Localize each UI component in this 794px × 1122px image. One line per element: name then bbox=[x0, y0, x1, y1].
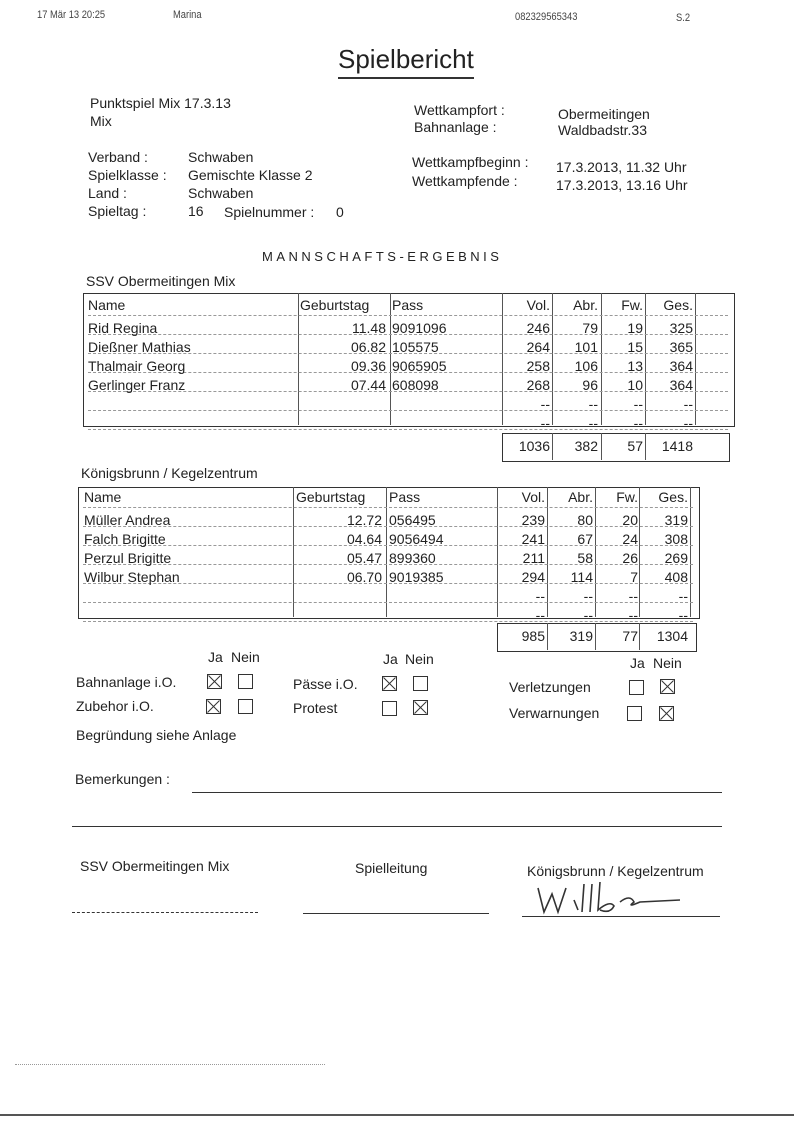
player-vol: -- bbox=[535, 588, 545, 604]
column-divider bbox=[595, 623, 596, 650]
zubehor-nein-checkbox[interactable] bbox=[238, 699, 253, 714]
player-abr: -- bbox=[588, 415, 598, 431]
player-pass: 9019385 bbox=[389, 569, 444, 585]
player-fw: -- bbox=[633, 396, 643, 412]
spielnummer: 0 bbox=[336, 204, 344, 220]
land: Schwaben bbox=[188, 185, 254, 201]
column-header-ges: Ges. bbox=[663, 297, 693, 313]
nein-header: Nein bbox=[231, 649, 260, 665]
signature-referee-line bbox=[303, 913, 489, 914]
ja-header: Ja bbox=[630, 655, 645, 671]
player-geburtstag: 11.48 bbox=[352, 320, 386, 336]
total-abr: 382 bbox=[574, 438, 598, 454]
player-fw: 13 bbox=[627, 358, 643, 374]
spielklasse: Gemischte Klasse 2 bbox=[188, 167, 313, 183]
player-ges: 364 bbox=[669, 377, 693, 393]
player-vol: -- bbox=[535, 607, 545, 623]
total-fw: 77 bbox=[622, 628, 638, 644]
column-divider bbox=[298, 293, 299, 425]
bahnanlage-ja-checkbox[interactable] bbox=[207, 674, 222, 689]
ende: 17.3.2013, 13.16 Uhr bbox=[556, 177, 688, 193]
column-divider bbox=[502, 293, 503, 425]
player-fw: 26 bbox=[622, 550, 638, 566]
player-name: Dießner Mathias bbox=[88, 339, 191, 355]
player-abr: -- bbox=[588, 396, 598, 412]
begruendung: Begründung siehe Anlage bbox=[76, 727, 237, 743]
column-divider bbox=[639, 623, 640, 650]
verwarnungen-ja-checkbox[interactable] bbox=[627, 706, 642, 721]
total-ges: 1418 bbox=[661, 438, 693, 454]
player-pass: 9056494 bbox=[389, 531, 444, 547]
spielnummer-label: Spielnummer : bbox=[224, 204, 315, 220]
player-name: Falch Brigitte bbox=[84, 531, 166, 547]
page-title: Spielbericht bbox=[338, 44, 474, 79]
column-divider bbox=[601, 433, 602, 460]
column-divider bbox=[645, 433, 646, 460]
spielklasse-label: Spielklasse : bbox=[88, 167, 167, 183]
player-geburtstag: 05.47 bbox=[346, 550, 382, 566]
verband: Schwaben bbox=[188, 149, 254, 165]
player-name: Perzul Brigitte bbox=[84, 550, 172, 566]
player-pass: 9091096 bbox=[392, 320, 447, 336]
player-name: Thalmair Georg bbox=[88, 358, 186, 374]
total-vol: 985 bbox=[521, 628, 545, 644]
player-vol: 294 bbox=[521, 569, 545, 585]
ja-header: Ja bbox=[383, 651, 398, 667]
verband-label: Verband : bbox=[88, 149, 148, 165]
player-geburtstag: 07.44 bbox=[350, 377, 386, 393]
player-pass: 608098 bbox=[392, 377, 439, 393]
player-geburtstag: 06.82 bbox=[350, 339, 386, 355]
player-ges: -- bbox=[678, 588, 688, 604]
player-ges: 364 bbox=[669, 358, 693, 374]
column-header-geburtstag: Geburtstag bbox=[300, 297, 370, 313]
column-divider bbox=[601, 293, 602, 425]
player-abr: 79 bbox=[582, 320, 598, 336]
player-pass: 105575 bbox=[392, 339, 439, 355]
fax-sender: Marina bbox=[173, 9, 202, 21]
column-header-name: Name bbox=[84, 489, 122, 505]
player-vol: 258 bbox=[526, 358, 550, 374]
handwritten-signature bbox=[530, 880, 690, 920]
paesse-ja-checkbox[interactable] bbox=[382, 676, 397, 691]
player-geburtstag: 04.64 bbox=[346, 531, 382, 547]
zubehor-ja-checkbox[interactable] bbox=[206, 699, 221, 714]
bemerkungen-label: Bemerkungen : bbox=[75, 771, 170, 787]
team-name-home: SSV Obermeitingen Mix bbox=[86, 273, 236, 289]
player-fw: 10 bbox=[627, 377, 643, 393]
player-vol: 264 bbox=[526, 339, 550, 355]
player-name: Gerlinger Franz bbox=[88, 377, 186, 393]
verletzungen-label: Verletzungen bbox=[509, 679, 591, 695]
section-title: MANNSCHAFTS-ERGEBNIS bbox=[262, 249, 503, 264]
player-vol: 241 bbox=[521, 531, 545, 547]
player-abr: -- bbox=[583, 588, 593, 604]
player-vol: 239 bbox=[521, 512, 545, 528]
signature-away-label: Königsbrunn / Kegelzentrum bbox=[527, 863, 704, 879]
column-header-fw: Fw. bbox=[621, 297, 643, 313]
column-header-vol: Vol. bbox=[521, 489, 545, 505]
player-vol: 246 bbox=[526, 320, 550, 336]
verwarnungen-label: Verwarnungen bbox=[509, 705, 600, 721]
signature-home-label: SSV Obermeitingen Mix bbox=[80, 858, 230, 874]
player-pass: 899360 bbox=[389, 550, 436, 566]
player-ges: 269 bbox=[664, 550, 688, 566]
beginn-label: Wettkampfbeginn : bbox=[412, 154, 529, 170]
zubehor-label: Zubehor i.O. bbox=[76, 698, 154, 714]
player-abr: 58 bbox=[577, 550, 593, 566]
category: Mix bbox=[90, 113, 112, 129]
team-name-away: Königsbrunn / Kegelzentrum bbox=[81, 465, 258, 481]
beginn: 17.3.2013, 11.32 Uhr bbox=[556, 159, 687, 175]
player-fw: -- bbox=[628, 607, 638, 623]
player-fw: 7 bbox=[630, 569, 638, 585]
column-header-pass: Pass bbox=[392, 297, 424, 313]
fax-datetime: 17 Mär 13 20:25 bbox=[37, 9, 106, 21]
player-ges: 325 bbox=[669, 320, 693, 336]
player-geburtstag: 09.36 bbox=[350, 358, 386, 374]
player-pass: 9065905 bbox=[392, 358, 447, 374]
spieltag: 16 bbox=[188, 203, 204, 219]
ende-label: Wettkampfende : bbox=[412, 173, 518, 189]
player-ges: 408 bbox=[664, 569, 688, 585]
bemerkungen-line[interactable] bbox=[192, 792, 722, 793]
ja-header: Ja bbox=[208, 649, 223, 665]
player-abr: 80 bbox=[577, 512, 593, 528]
row-divider bbox=[88, 315, 728, 316]
protest-label: Protest bbox=[293, 700, 338, 716]
player-name: Wilbur Stephan bbox=[84, 569, 180, 585]
paesse-nein-checkbox[interactable] bbox=[413, 676, 428, 691]
column-divider bbox=[645, 293, 646, 425]
event: Punktspiel Mix 17.3.13 bbox=[90, 95, 231, 111]
player-pass: 056495 bbox=[389, 512, 436, 528]
verletzungen-nein-checkbox[interactable] bbox=[660, 679, 675, 694]
total-fw: 57 bbox=[627, 438, 643, 454]
player-abr: 96 bbox=[582, 377, 598, 393]
player-ges: 308 bbox=[664, 531, 688, 547]
bahn: Waldbadstr.33 bbox=[558, 122, 647, 138]
footer-line bbox=[15, 1064, 325, 1065]
player-abr: 67 bbox=[577, 531, 593, 547]
column-header-geburtstag: Geburtstag bbox=[296, 489, 366, 505]
player-fw: 19 bbox=[627, 320, 643, 336]
signature-home-line bbox=[72, 912, 258, 913]
column-header-name: Name bbox=[88, 297, 126, 313]
player-geburtstag: 06.70 bbox=[346, 569, 382, 585]
protest-ja-checkbox[interactable] bbox=[382, 701, 397, 716]
bemerkungen-line-2[interactable] bbox=[72, 826, 722, 827]
player-ges: 319 bbox=[664, 512, 688, 528]
ort-label: Wettkampfort : bbox=[414, 102, 505, 118]
player-vol: 211 bbox=[522, 550, 545, 566]
verletzungen-ja-checkbox[interactable] bbox=[629, 680, 644, 695]
player-ges: -- bbox=[683, 415, 693, 431]
player-abr: 101 bbox=[574, 339, 598, 355]
player-fw: 24 bbox=[622, 531, 638, 547]
player-fw: 20 bbox=[622, 512, 638, 528]
fax-number: 082329565343 bbox=[515, 11, 578, 23]
player-abr: 114 bbox=[570, 569, 593, 585]
bahnanlage-label: Bahnanlage i.O. bbox=[76, 674, 177, 690]
player-name: Müller Andrea bbox=[84, 512, 171, 528]
player-vol: 268 bbox=[526, 377, 550, 393]
player-ges: -- bbox=[683, 396, 693, 412]
player-vol: -- bbox=[540, 415, 550, 431]
protest-nein-checkbox[interactable] bbox=[413, 700, 428, 715]
column-header-abr: Abr. bbox=[573, 297, 598, 313]
column-header-ges: Ges. bbox=[658, 489, 688, 505]
ort: Obermeitingen bbox=[558, 106, 650, 122]
signature-referee-label: Spielleitung bbox=[355, 860, 428, 876]
player-name: Rid Regina bbox=[88, 320, 158, 336]
player-geburtstag: 12.72 bbox=[346, 512, 382, 528]
player-fw: 15 bbox=[627, 339, 643, 355]
column-header-fw: Fw. bbox=[616, 489, 638, 505]
player-fw: -- bbox=[628, 588, 638, 604]
bahnanlage-nein-checkbox[interactable] bbox=[238, 674, 253, 689]
column-divider bbox=[390, 293, 391, 425]
total-vol: 1036 bbox=[518, 438, 550, 454]
scan-edge bbox=[0, 1114, 794, 1116]
player-abr: -- bbox=[583, 607, 593, 623]
column-header-pass: Pass bbox=[389, 489, 421, 505]
player-ges: 365 bbox=[669, 339, 693, 355]
paesse-label: Pässe i.O. bbox=[293, 676, 358, 692]
player-vol: -- bbox=[540, 396, 550, 412]
fax-page: S.2 bbox=[676, 12, 691, 24]
player-abr: 106 bbox=[574, 358, 598, 374]
player-fw: -- bbox=[633, 415, 643, 431]
column-header-vol: Vol. bbox=[526, 297, 550, 313]
bahn-label: Bahnanlage : bbox=[414, 119, 497, 135]
spieltag-label: Spieltag : bbox=[88, 203, 147, 219]
nein-header: Nein bbox=[653, 655, 682, 671]
verwarnungen-nein-checkbox[interactable] bbox=[659, 706, 674, 721]
row-divider bbox=[83, 507, 693, 508]
total-ges: 1304 bbox=[656, 628, 688, 644]
land-label: Land : bbox=[88, 185, 127, 201]
player-ges: -- bbox=[678, 607, 688, 623]
column-header-abr: Abr. bbox=[568, 489, 593, 505]
nein-header: Nein bbox=[405, 651, 434, 667]
total-abr: 319 bbox=[569, 628, 593, 644]
column-divider bbox=[695, 293, 696, 425]
